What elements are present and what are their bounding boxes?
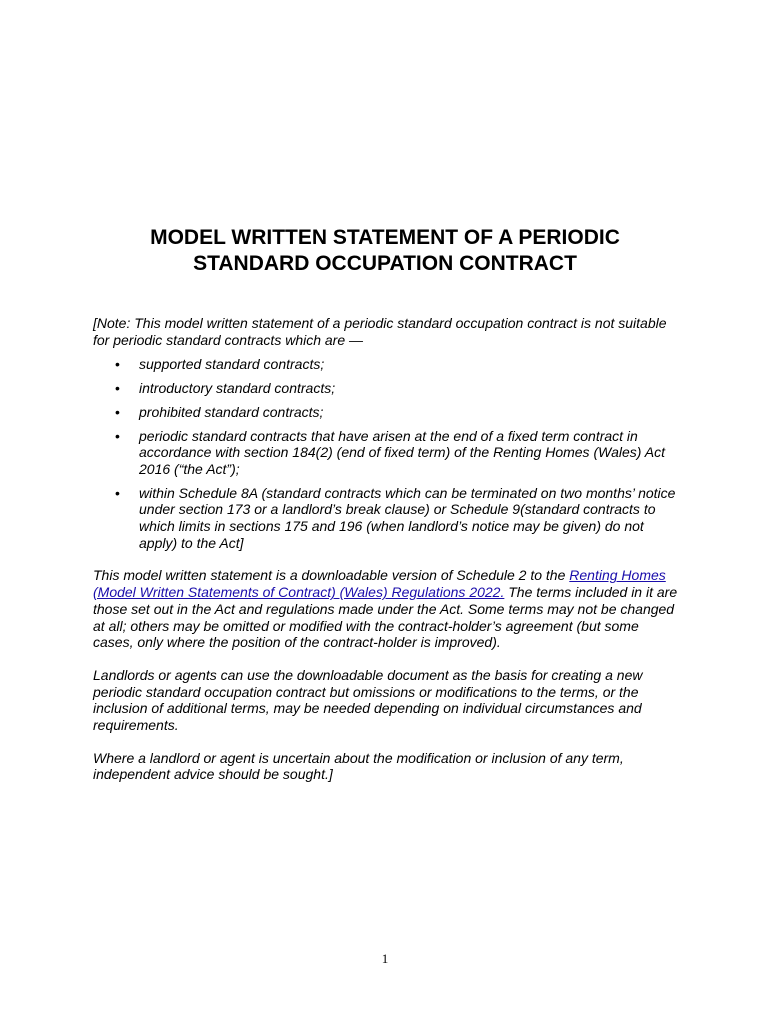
list-item xyxy=(93,404,683,421)
list-item xyxy=(93,485,683,552)
bullet-icon: • xyxy=(115,427,120,444)
list-item-text: prohibited standard contracts; xyxy=(139,403,324,420)
document-title xyxy=(60,225,710,277)
list-item-text: introductory standard contracts; xyxy=(139,380,336,397)
list-item xyxy=(93,380,683,397)
list-item-text: supported standard contracts; xyxy=(139,356,325,373)
title-line-1: MODEL WRITTEN STATEMENT OF A PERIODIC xyxy=(150,226,620,249)
list-item-text: periodic standard contracts that have arisen at the end of a fixed term contract in accordance with section 184(2) (end of fixed term) of the Renting Homes (Wales) Act 2016 (“the Act”); xyxy=(139,427,666,477)
paragraph-text: The terms included in it are those set out in the Act and regulations made under the Act. Some terms may not be changed at all; others may be omitted or modified with the contract-holder’s agreement (but some cases, only where the position of the contract-holder is improved). xyxy=(93,584,678,651)
paragraph-download xyxy=(93,567,683,651)
note-content xyxy=(93,315,683,783)
list-item xyxy=(93,356,683,373)
paragraph-text: This model written statement is a downloadable version of Schedule 2 to the xyxy=(93,567,570,584)
list-item-text: within Schedule 8A (standard contracts which can be terminated on two months’ notice under section 173 or a landlord’s break clause) or Schedule 9(standard contracts to which limits in sections 175 and 196 (when landlord’s notice may be given) do not apply) to the Act] xyxy=(139,484,676,551)
paragraph-advice: Where a landlord or agent is uncertain about the modification or inclusion of any term, independent advice should be sought.] xyxy=(93,749,624,783)
bullet-icon: • xyxy=(115,356,120,373)
bullet-icon: • xyxy=(115,484,120,501)
regulations-link[interactable]: Renting Homes (Model Written Statements of Contract) (Wales) Regulations 2022. xyxy=(93,567,666,601)
bullet-icon: • xyxy=(115,403,120,420)
list-item xyxy=(93,428,683,478)
note-intro: [Note: This model written statement of a periodic standard occupation contract is not suitable for periodic standard contracts which are — xyxy=(93,315,667,348)
bullet-icon: • xyxy=(115,380,120,397)
page-number: 1 xyxy=(381,951,389,966)
exclusion-list xyxy=(93,356,683,551)
paragraph-landlords: Landlords or agents can use the downloadable document as the basis for creating a new periodic standard occupation contract but omissions or modifications to the terms, or the inclusion of additional terms, may be needed depending on individual circumstances and requirements. xyxy=(93,666,643,734)
title-line-2: STANDARD OCCUPATION CONTRACT xyxy=(193,252,577,275)
